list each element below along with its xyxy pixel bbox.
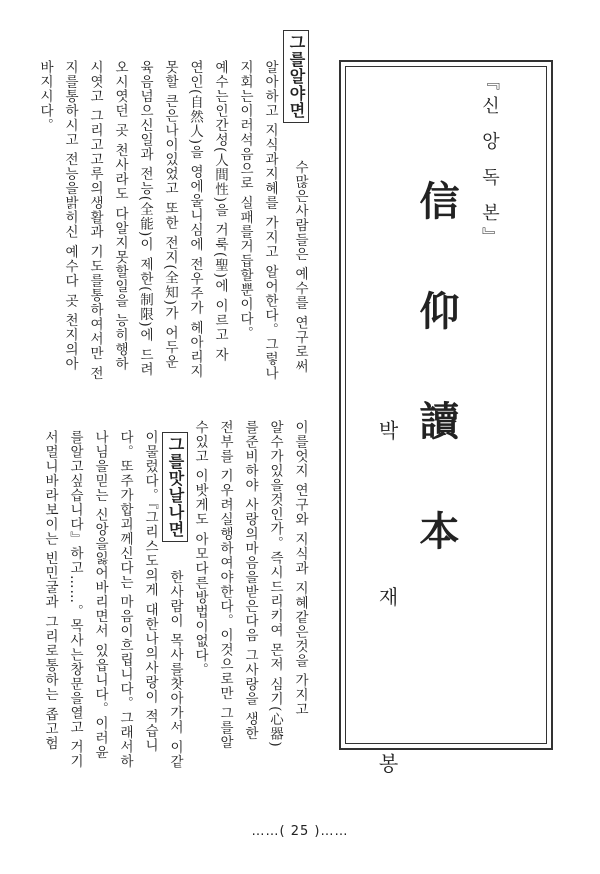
text-column: 지를통하시고 전능을밝히신 예수다 곳 천지의아 — [62, 60, 78, 372]
text-column: 전부를 기우려실행하여야한다。이것으로만 그를알 — [217, 420, 233, 750]
text-column: 수많은사람들은 예수를 연구로써 — [292, 160, 308, 374]
text-column: 육음넘으신일과 전능(全能)이 제한(制限)에 드려 — [137, 60, 153, 377]
text-column: 를준비하야 사랑의마음을받은다음 그사랑을 생한 — [242, 420, 258, 741]
text-column: 예수는인간성(人間性)을 거룩(聖)에 이르고 자 — [212, 60, 228, 362]
text-column: 지회는이러석음으로 실패를거듭할뿐이다。 — [237, 60, 253, 341]
text-column: 알수가있을것인가。즉시드리키여 몬저 심기(心器) — [267, 420, 283, 748]
text-column: 서멀니바라보이는 빈민굴과 그리로통하는 좁고험 — [42, 430, 58, 751]
section-heading-know-him: 그를알야면 — [283, 30, 309, 123]
text-column: 한사람이 목사를찻아가서 이같 — [167, 570, 183, 770]
text-column: 바지시다。 — [37, 60, 53, 133]
text-column: 이를엇지 연구와 지식과 지혜같은것을 가지고 — [292, 420, 308, 717]
text-column: 연인(自然人)을 영에울니심에 전우주가 헤아리지 — [187, 60, 203, 379]
text-column: 알아하고 지식과지혜를 가지고 알어한다。그렇나 — [262, 60, 278, 381]
text-column: 이물렀다。『그리스도의게 대한나의사랑이 적습니 — [142, 430, 158, 753]
text-column: 못할 큰은나이있었고 또한 전지(全知)가 어두운 — [162, 60, 178, 370]
main-title: 信 仰 讀 本 — [413, 180, 460, 578]
text-column: 를알고싶습니다』하고……。목사는창문을열고 거기 — [67, 430, 83, 769]
text-column: 오시엿던 곳 천사라도 다알지못할일을 능히행하 — [112, 60, 128, 372]
text-column: 나님을믿는 신앙을잃어바리면서 있읍니다。이러윤 — [92, 430, 108, 760]
series-label: 『신 앙 독 본』 — [479, 72, 500, 252]
text-column: 다。또주가합괴께신다는 마음이흐립니다。그래서하 — [117, 430, 133, 769]
text-column: 시엿고 그리고고루의생활과 기도를통하여서만 전 — [87, 60, 103, 381]
author-name: 박 재 봉 — [375, 420, 399, 843]
section-heading-meet-him: 그를맛날나면 — [162, 432, 188, 542]
text-column: 수있고 이밧게도 아모다른방법이없다。 — [192, 420, 208, 678]
page-number: ……( 25 )…… — [251, 824, 349, 839]
